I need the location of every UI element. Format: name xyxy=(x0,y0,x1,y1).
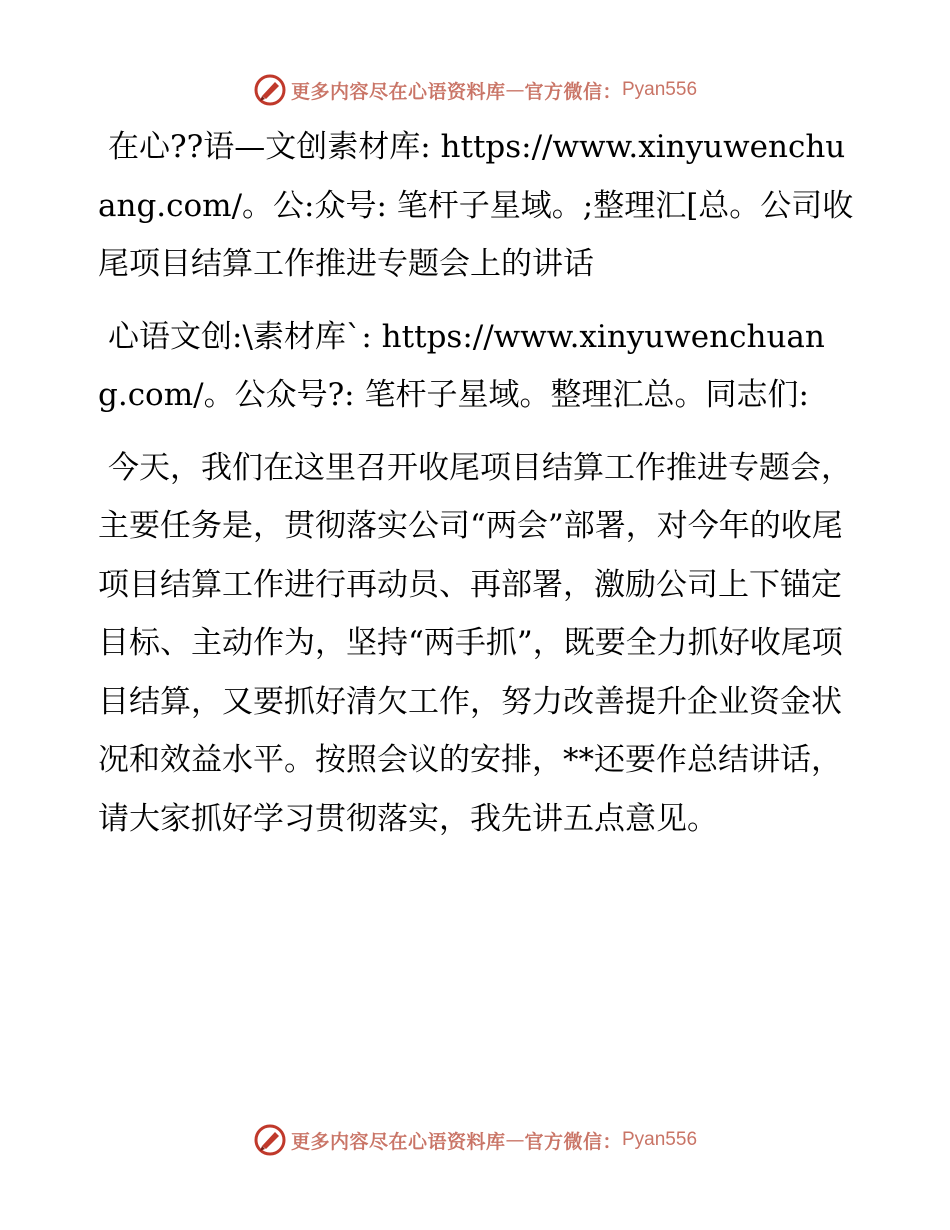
document-body xyxy=(98,118,854,862)
footer-banner-text: 更多内容尽在心语资料库 xyxy=(290,1130,506,1153)
header-banner xyxy=(0,70,950,110)
brand-logo-icon xyxy=(253,1123,287,1157)
footer-banner-separator: — xyxy=(505,1129,525,1151)
footer-banner-wechat-label: 官方微信： xyxy=(524,1130,622,1153)
banner-separator: — xyxy=(505,79,525,101)
banner-text: 更多内容尽在心语资料库 xyxy=(290,80,506,103)
footer-banner-wechat-id: Pyan556 xyxy=(622,1129,698,1150)
paragraph-salutation: 心语文创:\素材库`: https://www.xinyuwenchuang.com/。公众号?: 笔杆子星域。整理汇总。同志们: xyxy=(98,318,825,413)
brand-logo-icon xyxy=(253,73,287,107)
paragraph-title: 在心??语—文创素材库: https://www.xinyuwenchuang.com/。公:众号: 笔杆子星域。;整理汇[总。公司收尾项目结算工作推进专题会上的讲话 xyxy=(98,129,854,282)
paragraph-body: 今天，我们在这里召开收尾项目结算工作推进专题会，主要任务是，贯彻落实公司“两会”部署，对今年的收尾项目结算工作进行再动员、再部署，激励公司上下锚定目标、主动作为，坚持“两手抓”，既要全力抓好收尾项目结算，又要抓好清欠工作，努力改善提升企业资金状况和效益水平。按照会议的安排，**还要作总结讲话，请大家抓好学习贯彻落实，我先讲五点意见。 xyxy=(98,449,852,837)
footer-banner xyxy=(0,1120,950,1160)
banner-wechat-id: Pyan556 xyxy=(622,79,698,100)
banner-wechat-label: 官方微信： xyxy=(524,80,622,103)
